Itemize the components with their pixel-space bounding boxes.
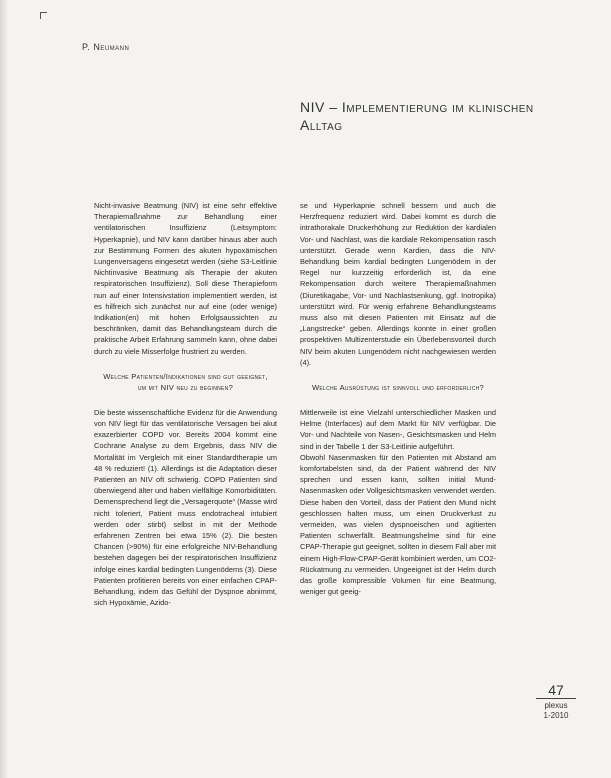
intro-paragraph: Nicht-invasive Beatmung (NIV) ist eine sehr effektive Therapiemaßnahme zur Behandlung einer ventilatorischen Insuffizienz (Leitsymptom: Hyperkapnie), und NIV kann darüber hinaus aber auch zur Bestimmung Formen des akuten hypoxämischen Lungenversagens eingesetzt werden (siehe S3-Leitlinie Nichtinvasive Beatmung als Therapie der akuten respiratorischen Insuffizienz). Soll diese Therapieform nun auf einer Intensivstation implementiert werden, ist es hilfreich sich zunächst nur auf eine (oder wenige) Indikation(en) mit hohen Erfolgsaussichten zu beschränken, damit das Behandlungsteam durch die praktische Arbeit Erfahrung sammeln kann, ohne dabei durch zu viele Misserfolge frustriert zu werden. bbox=[94, 201, 277, 356]
article-title: NIV – Implementierung im klinischen Alltag bbox=[300, 99, 534, 133]
page-binding-shadow bbox=[0, 0, 8, 778]
section-heading-equipment: Welche Ausrüstung ist sinnvoll und erforderlich? bbox=[311, 383, 485, 393]
evidence-paragraph: Die beste wissenschaftliche Evidenz für die Anwendung von NIV liegt für das ventilatorische Versagen bei akut exazerbierter COPD vor. Bereits 2004 kommt eine Cochrane Analyse zu dem Ergebnis, dass NIV die Mortalität im Vergleich mit einer Standardtherapie um 48 % reduziert! (1). Allerdings ist die Adaptation dieser Patienten an NIV oft schwierig. COPD Patienten sind überwiegend älter und haben vielfältige Komorbiditäten. Demensprechend liegt die „Versagerquote“ (Masse wird nicht toleriert, Patient muss endotracheal intubiert werden oder stirbt) selbst in mit der Methode erfahrenen Zentren bei etwa 15% (2). Die besten Chancen (>90%) für eine erfolgreiche NIV-Behandlung bestehen dagegen bei der respiratorischen Insuffizienz infolge eines kardial bedingten Lungenödems (3). Diese Patienten profitieren bereits von einer einfachen CPAP-Behandlung, indem das Gefühl der Dyspnoe abnimmt, sich Hypoxämie, Azido- bbox=[94, 407, 277, 608]
continuation-paragraph: se und Hyperkapnie schnell bessern und auch die Herzfrequenz reduziert wird. Dabei kommt es durch die intrathorakale Druckerhöhung zur Reduktion der kardialen Vor- und Nachlast, was die kardiale Rekompensation rasch unterstützt. Gerade wenn Kardien, dass die NIV-Behandlung beim kardial bedingten Lungenödem in der Regel nur kurzzeitig erforderlich ist, da eine Rekompensation durch weitere Therapiemaßnahmen (Diuretikagabe, Vor- und Nachlastsenkung, ggf. Inotropika) unterstützt wird. Für wenig erfahrene Behandlungsteams muss also mit diesen Patienten mit Einsatz auf die „Langstrecke“ geben. Allerdings konnte in einer großen prospektiven Multizenterstudie ein Überlebensvorteil durch NIV beim akuten Lungenödem nicht nachgewiesen werden (4). bbox=[300, 201, 496, 367]
running-header-author: P. Neumann bbox=[82, 42, 130, 52]
masks-paragraph: Mittlerweile ist eine Vielzahl unterschiedlicher Masken und Helme (Interfaces) auf dem Markt für NIV verfügbar. Die Vor- und Nachteile von Nasen-, Gesichtsmasken und Helm sind in der Tabelle 1 der S3-Leitlinie aufgeführt. bbox=[300, 408, 496, 451]
publication-name: plexus bbox=[544, 701, 568, 710]
section-heading-patients: Welche Patienten/Indikationen sind gut geeignet, um mit NIV neu zu beginnen? bbox=[103, 371, 268, 392]
issue-number: 1-2010 bbox=[543, 711, 569, 720]
nasal-masks-paragraph: Obwohl Nasenmasken für den Patienten mit Abstand am komfortabelsten sind, da der Patient während der NIV sprechen und essen kann, sollten initial Mund-Nasenmasken oder Vollgesichtsmasken verwendet werden. Diese haben den Vorteil, dass der Patient den Mund nicht geschlossen halten muss, um einen Druckverlust zu vermeiden, was vielen dyspnoeischen und agitierten Patienten schwerfällt. Beatmungshelme sind für eine CPAP-Therapie gut geeignet, sollten in diesem Fall aber mit einem High-Flow-CPAP-Gerät kombiniert werden, um CO2-Rückatmung zu vermeiden. Ungeeignet ist der Helm durch das große kompressible Volumen für eine Beatmung, weniger gut geeig- bbox=[300, 452, 496, 597]
right-column bbox=[300, 200, 496, 598]
left-column bbox=[94, 200, 277, 609]
page-number: 47 bbox=[548, 682, 564, 698]
page-footer bbox=[532, 682, 580, 721]
footer-rule bbox=[536, 698, 576, 699]
crop-mark bbox=[40, 12, 47, 19]
